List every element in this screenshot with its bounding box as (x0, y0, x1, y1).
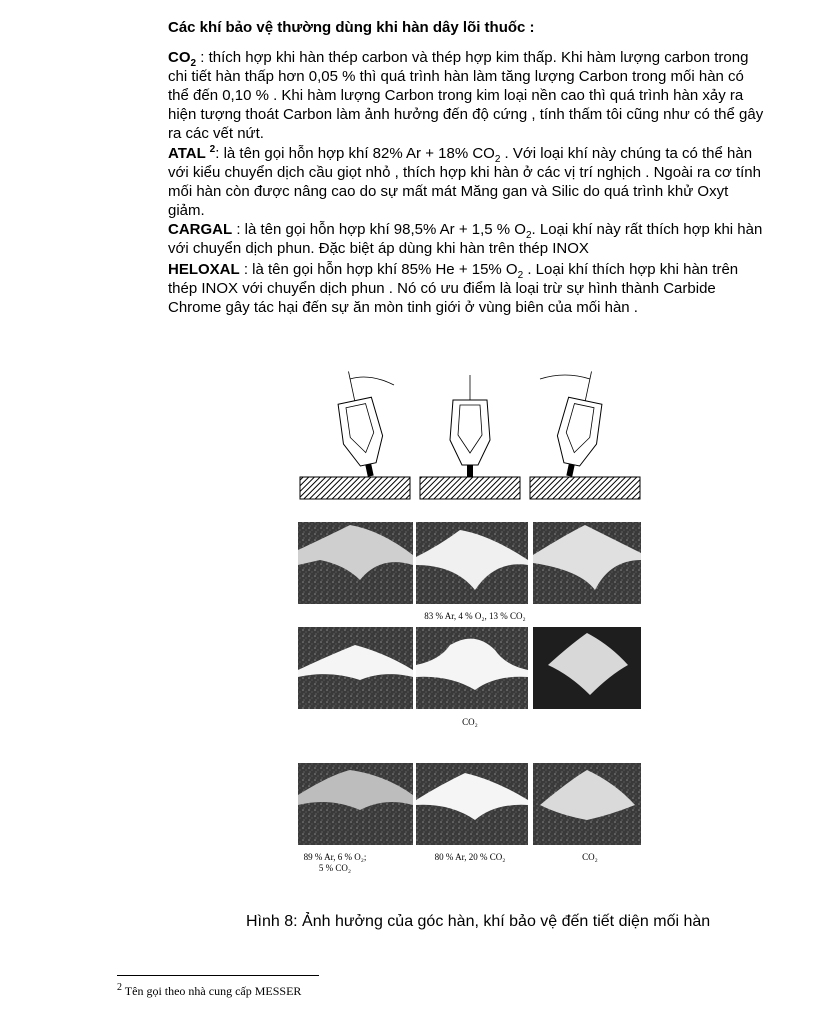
paragraph-atal: ATAL $^2$: là tên gọi hỗn hợp khí 82% Ar + 18% $CO_2$ . Với loại khí này chúng ta có thể hàn với kiểu chuyển dịch cầu giọt nhỏ , thích hợp khi hàn ở các vị trí nghịch . Ngoài ra cơ tính mối hàn còn được nâng cao do sự mất mát Măng gan và Silic do quá trình khử Oxyt giảm. (168, 144, 761, 219)
weld-figure (290, 365, 650, 880)
figure-row1-label: 83 % Ar, 4 % O₂, 13 % CO₂ (424, 611, 526, 621)
figure-bottom-label-2: 80 % Ar, 20 % CO₂ (434, 852, 506, 862)
footnote (117, 984, 301, 999)
paragraph-heloxal: HELOXAL : là tên gọi hỗn hợp khí 85% He + 15% $O_2$ . Loại khí thích hợp khi hàn trên thép INOX với chuyển dịch phun . Nó có ưu điểm là loại trừ sự hình thành Carbide Chrome gây tác hại đến sự ăn mòn tinh giới ở vùng biên của mối hàn . (168, 261, 739, 316)
paragraph-co2 (168, 48, 768, 143)
figure-caption: Hình 8: Ảnh hưởng của góc hàn, khí bảo vệ đến tiết diện mối hàn (246, 913, 711, 930)
macro-row-1 (298, 522, 641, 604)
section-heading: Các khí bảo vệ thường dùng khi hàn dây lõi thuốc : (168, 19, 535, 36)
torch-center (450, 375, 490, 477)
term-atal: ATAL $^2$ (168, 144, 216, 162)
base-plate-center (420, 477, 520, 499)
footnote-divider (117, 975, 319, 976)
figure-bottom-label-1b: 5 % CO₂ (318, 863, 352, 873)
macro-row-2 (298, 627, 641, 709)
torch-left (329, 367, 390, 480)
torch-right (550, 367, 611, 480)
term-cargal: CARGAL (168, 221, 233, 238)
term-heloxal: HELOXAL (168, 261, 240, 278)
figure-bottom-label-3: CO₂ (582, 852, 598, 862)
co2-description: : thích hợp khi hàn thép carbon và thép hợp kim thấp. Khi hàm lượng carbon trong chi tiết hàn thấp hơn 0,05 % thì quá trình hàn làm tăng lượng Carbon trong mối hàn có thể đến 0,10 % . Khi hàm lượng Carbon trong kim loại nền cao thì quá trình hàn xảy ra hiện tượng thoát Carbon làm ảnh hưởng đến độ cứng , tính thấm tôi cũng như có thể gây ra các vết nứt. (168, 49, 764, 142)
figure-row2-label: CO₂ (462, 717, 478, 727)
base-plate-right (530, 477, 640, 499)
paragraph-cargal: CARGAL : là tên gọi hỗn hợp khí 98,5% Ar + 1,5 % $O_2$. Loại khí này rất thích hợp khi hàn với chuyển dịch phun. Đặc biệt áp dùng khi hàn trên thép INOX (168, 221, 763, 257)
footnote-text: Tên gọi theo nhà cung cấp MESSER (122, 984, 302, 998)
macro-row-3 (298, 763, 641, 845)
base-plate-left (300, 477, 410, 499)
figure-bottom-label-1a: 89 % Ar, 6 % O₂; (303, 852, 367, 862)
footnote-mark: 2 (117, 982, 122, 993)
term-co2: $CO_2$ (168, 49, 197, 69)
